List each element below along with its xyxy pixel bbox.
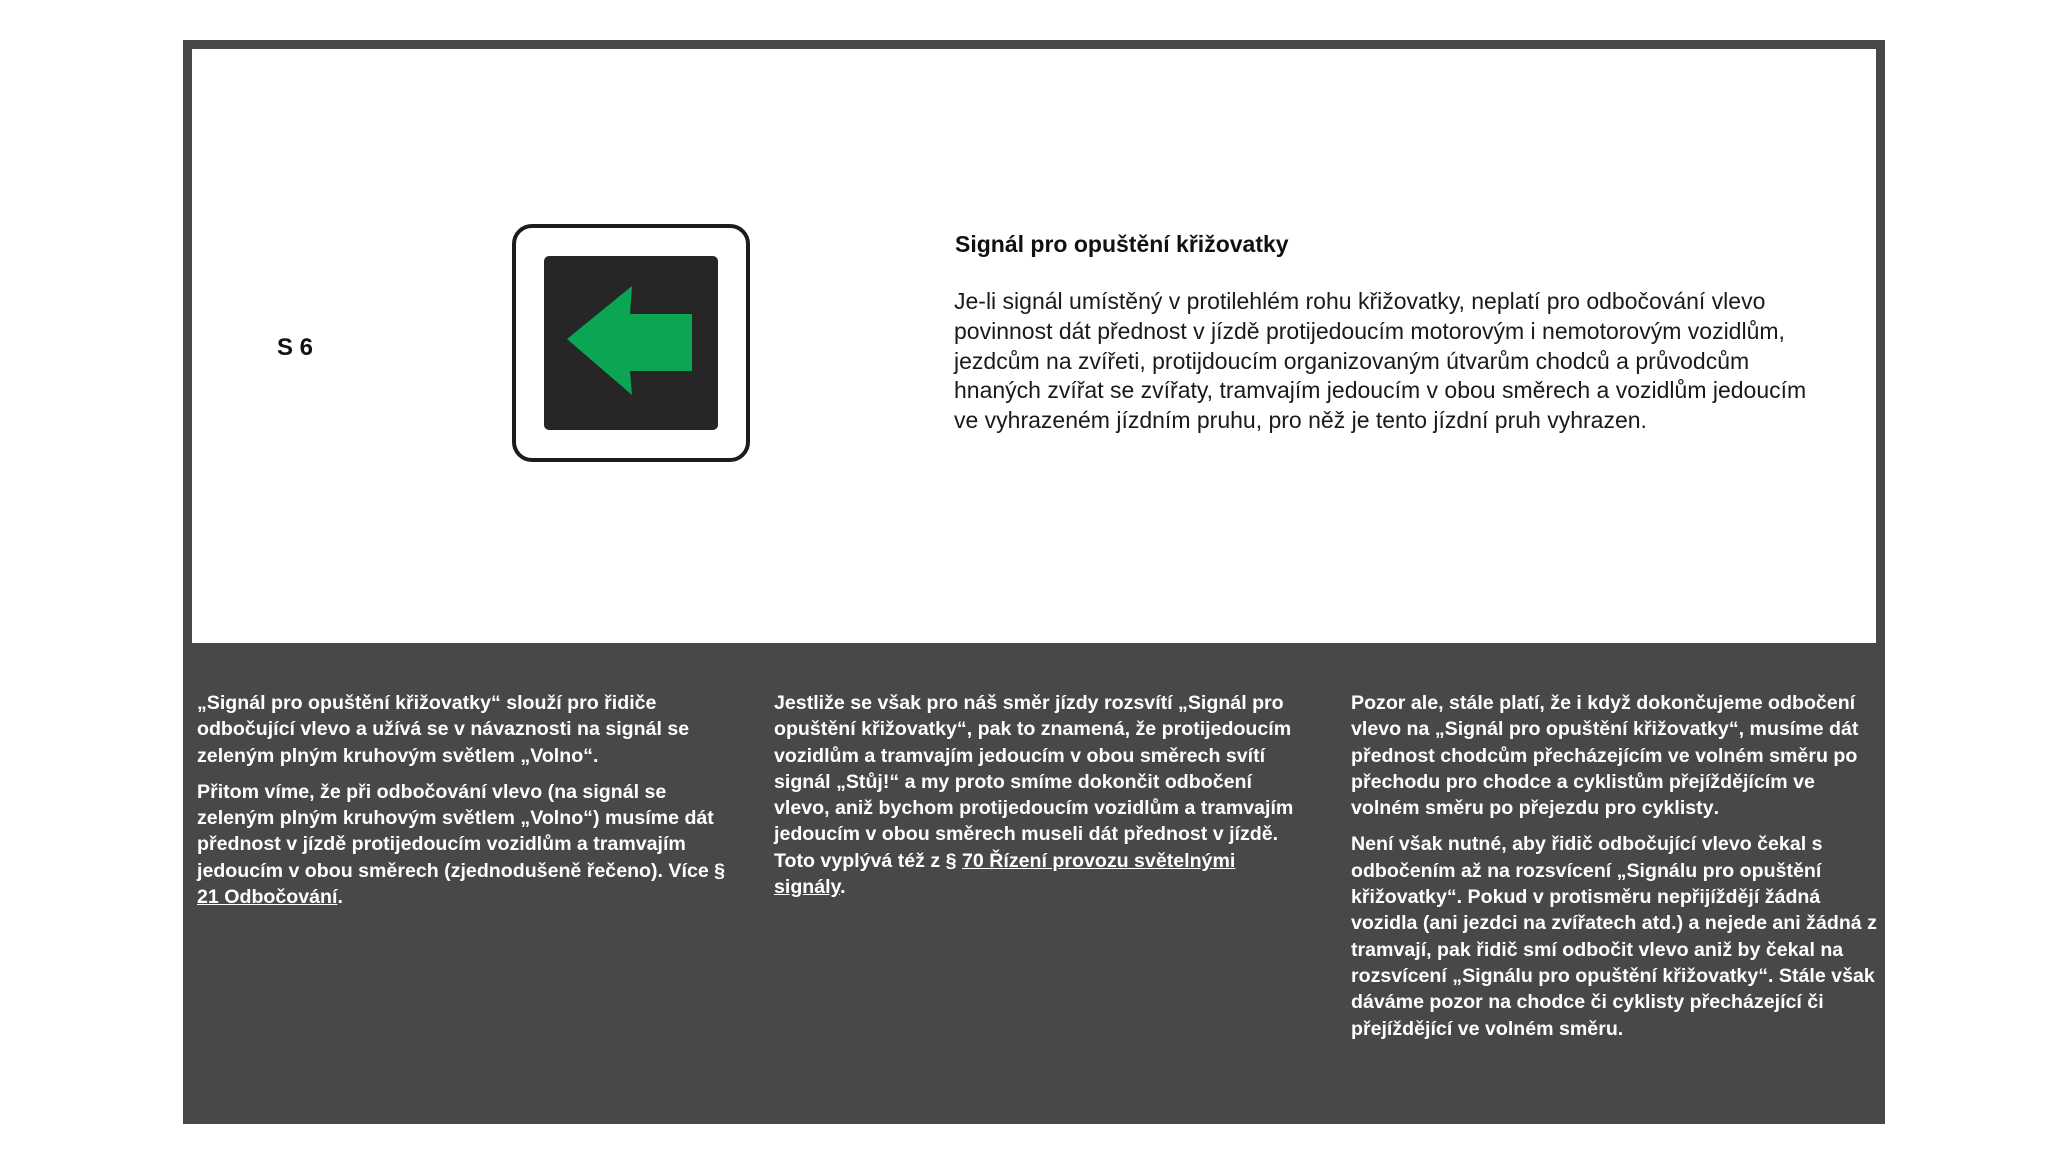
paragraph: Pozor ale, stále platí, že i když dokončujeme odbočení vlevo na „Signál pro opuštění křižovatky“, musíme dát přednost chodcům přecházejícím ve volném směru po přechodu pro chodce a cyklistům přejíždějícím ve volném směru po přejezdu pro cyklisty. [1351,692,1859,820]
sign-description: Je-li signál umístěný v protilehlém rohu křižovatky, neplatí pro odbočování vlevo povinnost dát přednost v jízdě protijedoucím motorovým i nemotorovým vozidlům, jezdcům na zvířeti, protijdoucím organizovaným útvarům chodců a průvodcům hnaných zvířat se zvířaty, tramvajím jedoucím v obou směrech a vozidlům jedoucím ve vyhrazeném jízdním pruhu, pro něž je tento jízdní pruh vyhrazen. [954,288,1807,434]
sign-code: S 6 [277,334,314,361]
info-column-3 [1351,690,1881,1052]
sign-title: Signál pro opuštění křižovatky [955,231,1289,257]
signal-lamp [544,256,718,430]
paragraph: Není však nutné, aby řidič odbočující vlevo čekal s odbočením až na rozsvícení „Signálu pro opuštění křižovatky“. Pokud v protisměru nepřijíždějí žádná vozidla (ani jezdci na zvířatech atd.) a nejede ani žádná z tramvají, pak řidič smí odbočit vlevo aniž by čekal na rozsvícení „Signálu pro opuštění křižovatky“. Stále však dáváme pozor na chodce či cyklisty přecházející či přejíždějící ve volném směru. [1351,833,1877,1040]
paragraph: Jestliže se však pro náš směr jízdy rozsvítí „Signál pro opuštění křižovatky“, pak to znamená, že protijedoucím vozidlům a tramvajím jedoucím v obou směrech svítí signál „Stůj!“ a my proto smíme dokončit odbočení vlevo, aniž bychom protijedoucím vozidlům a tramvajím jedoucím v obou směrech museli dát přednost v jízdě. Toto vyplývá též z § 70 Řízení provozu světelnými signály. [774,692,1294,899]
content-frame [183,40,1885,1124]
info-column-2 [774,690,1304,910]
paragraph: Přitom víme, že při odbočování vlevo (na signál se zeleným plným kruhovým světlem „Volno“) musíme dát přednost v jízdě protijedoucím vozidlům a tramvajím jedoucím v obou směrech (zjednodušeně řečeno). Více § 21 Odbočování. [197,780,726,909]
info-column-1 [197,690,727,920]
link-21-odbocovani[interactable]: 21 Odbočování [197,886,338,909]
signal-sign [512,224,750,462]
paragraph: „Signál pro opuštění křižovatky“ slouží pro řidiče odbočující vlevo a užívá se v návaznosti na signál se zeleným plným kruhovým světlem „Volno“. [197,692,690,767]
green-left-arrow-icon [544,256,718,430]
link-70-rizeni-provozu[interactable]: 70 Řízení provozu světelnými signály [774,849,1236,899]
sign-panel [192,49,1876,643]
